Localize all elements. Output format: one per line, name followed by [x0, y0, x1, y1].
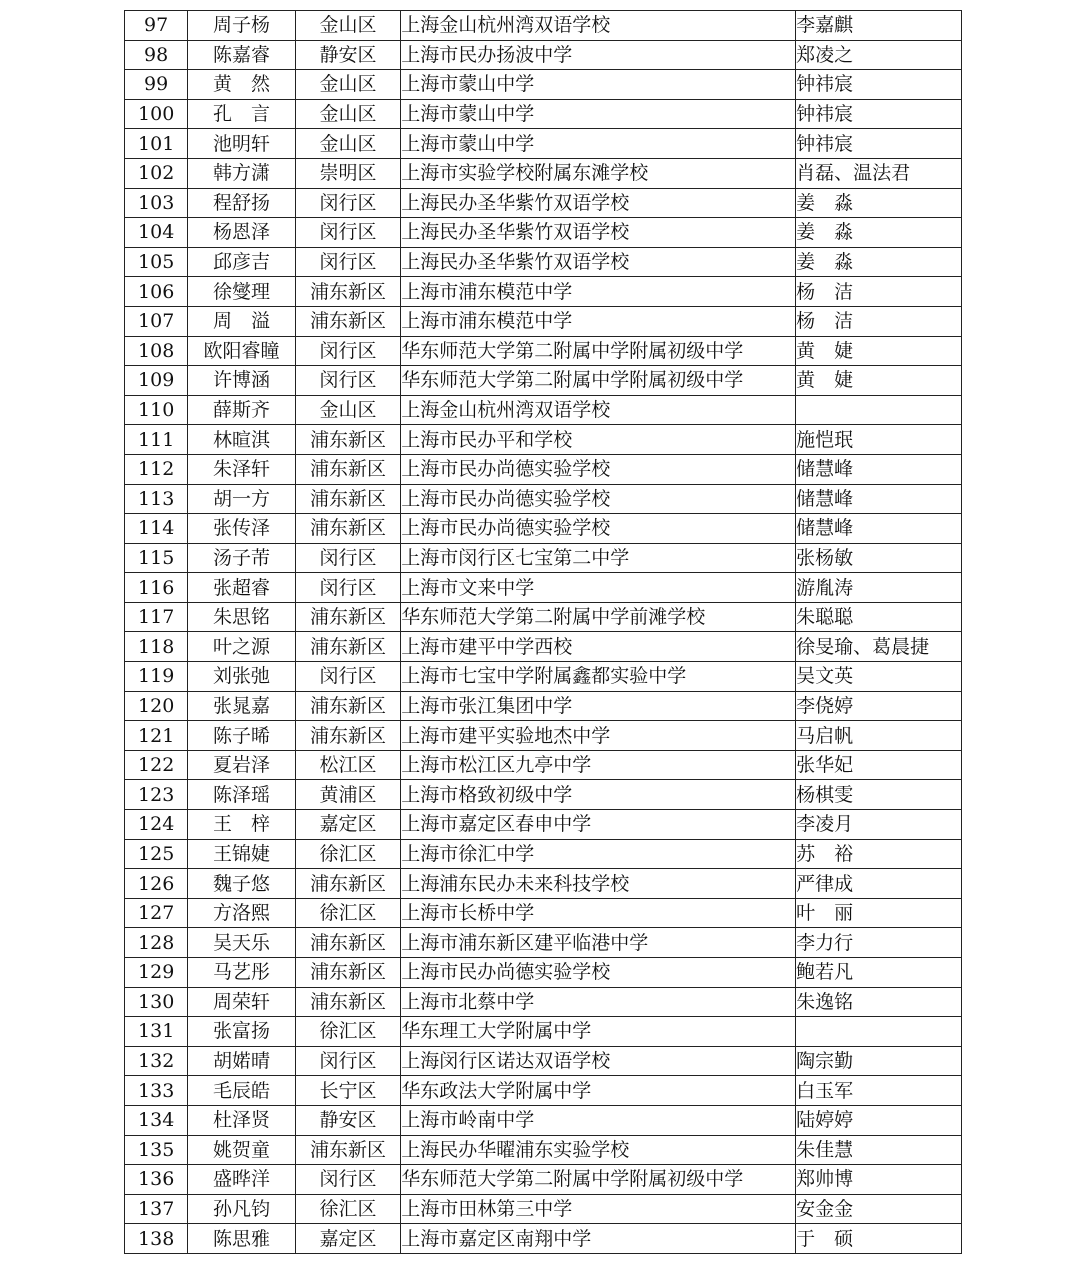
row-number: 103 [125, 188, 188, 218]
student-name: 朱泽轩 [188, 454, 296, 484]
student-name: 姚贺童 [188, 1135, 296, 1165]
table-row [125, 810, 962, 840]
teacher-name: 白玉军 [796, 1076, 962, 1106]
table-row [125, 425, 962, 455]
table-row [125, 218, 962, 248]
school-name: 上海市田林第三中学 [401, 1194, 796, 1224]
school-name: 上海浦东民办未来科技学校 [401, 869, 796, 899]
table-row [125, 40, 962, 70]
table-row [125, 70, 962, 100]
teacher-name: 李嘉麒 [796, 11, 962, 41]
student-name: 欧阳睿瞳 [188, 336, 296, 366]
teacher-name: 吴文英 [796, 662, 962, 692]
table-row [125, 395, 962, 425]
student-name: 程舒扬 [188, 188, 296, 218]
school-name: 华东师范大学第二附属中学附属初级中学 [401, 336, 796, 366]
student-name: 韩方潇 [188, 158, 296, 188]
teacher-name: 钟祎宸 [796, 99, 962, 129]
student-name: 张富扬 [188, 1017, 296, 1047]
row-number: 112 [125, 454, 188, 484]
district: 闵行区 [295, 336, 401, 366]
table-row [125, 691, 962, 721]
row-number: 133 [125, 1076, 188, 1106]
district: 闵行区 [295, 1165, 401, 1195]
teacher-name: 钟祎宸 [796, 129, 962, 159]
teacher-name: 储慧峰 [796, 514, 962, 544]
teacher-name: 钟祎宸 [796, 70, 962, 100]
student-name: 许博涵 [188, 366, 296, 396]
teacher-name: 姜 淼 [796, 188, 962, 218]
teacher-name: 安金金 [796, 1194, 962, 1224]
teacher-name: 游胤涛 [796, 573, 962, 603]
district: 徐汇区 [295, 839, 401, 869]
student-name: 陈思雅 [188, 1224, 296, 1254]
table-row [125, 869, 962, 899]
row-number: 137 [125, 1194, 188, 1224]
school-name: 上海市浦东模范中学 [401, 306, 796, 336]
school-name: 上海市闵行区七宝第二中学 [401, 543, 796, 573]
row-number: 104 [125, 218, 188, 248]
row-number: 107 [125, 306, 188, 336]
school-name: 上海市民办扬波中学 [401, 40, 796, 70]
row-number: 99 [125, 70, 188, 100]
student-name: 池明轩 [188, 129, 296, 159]
row-number: 125 [125, 839, 188, 869]
student-name: 陈泽瑶 [188, 780, 296, 810]
teacher-name: 朱聪聪 [796, 602, 962, 632]
school-name: 华东理工大学附属中学 [401, 1017, 796, 1047]
teacher-name: 郑帅博 [796, 1165, 962, 1195]
district: 嘉定区 [295, 1224, 401, 1254]
school-name: 上海市蒙山中学 [401, 70, 796, 100]
teacher-name: 郑凌之 [796, 40, 962, 70]
district: 浦东新区 [295, 632, 401, 662]
row-number: 118 [125, 632, 188, 662]
table-row [125, 188, 962, 218]
student-name: 黄 然 [188, 70, 296, 100]
row-number: 116 [125, 573, 188, 603]
student-name: 杨恩泽 [188, 218, 296, 248]
student-name: 汤子芾 [188, 543, 296, 573]
row-number: 129 [125, 958, 188, 988]
teacher-name: 于 硕 [796, 1224, 962, 1254]
school-name: 上海市嘉定区春申中学 [401, 810, 796, 840]
school-name: 上海市民办平和学校 [401, 425, 796, 455]
teacher-name: 储慧峰 [796, 484, 962, 514]
school-name: 上海民办圣华紫竹双语学校 [401, 218, 796, 248]
row-number: 132 [125, 1046, 188, 1076]
table-row [125, 306, 962, 336]
teacher-name: 陶宗勤 [796, 1046, 962, 1076]
school-name: 上海市长桥中学 [401, 898, 796, 928]
teacher-name: 李侥婷 [796, 691, 962, 721]
row-number: 128 [125, 928, 188, 958]
table-row [125, 247, 962, 277]
student-name: 孙凡钧 [188, 1194, 296, 1224]
table-row [125, 780, 962, 810]
student-name: 胡一方 [188, 484, 296, 514]
teacher-name: 严律成 [796, 869, 962, 899]
table-row [125, 484, 962, 514]
student-name: 夏岩泽 [188, 750, 296, 780]
district: 浦东新区 [295, 306, 401, 336]
table-row [125, 129, 962, 159]
table-row [125, 336, 962, 366]
teacher-name: 姜 淼 [796, 247, 962, 277]
table-row [125, 454, 962, 484]
teacher-name: 鲍若凡 [796, 958, 962, 988]
teacher-name: 肖磊、温法君 [796, 158, 962, 188]
district: 浦东新区 [295, 277, 401, 307]
table-row [125, 662, 962, 692]
school-name: 上海民办华曜浦东实验学校 [401, 1135, 796, 1165]
student-name: 孔 言 [188, 99, 296, 129]
table-row [125, 99, 962, 129]
row-number: 121 [125, 721, 188, 751]
teacher-name: 姜 淼 [796, 218, 962, 248]
district: 浦东新区 [295, 602, 401, 632]
table-row [125, 1194, 962, 1224]
district: 长宁区 [295, 1076, 401, 1106]
student-name: 吴天乐 [188, 928, 296, 958]
table-row [125, 1017, 962, 1047]
district: 浦东新区 [295, 454, 401, 484]
district: 闵行区 [295, 218, 401, 248]
school-name: 华东师范大学第二附属中学附属初级中学 [401, 366, 796, 396]
school-name: 上海市松江区九亭中学 [401, 750, 796, 780]
teacher-name: 黄 婕 [796, 366, 962, 396]
student-name: 毛辰皓 [188, 1076, 296, 1106]
teacher-name: 施恺珉 [796, 425, 962, 455]
district: 松江区 [295, 750, 401, 780]
district: 金山区 [295, 395, 401, 425]
row-number: 106 [125, 277, 188, 307]
row-number: 131 [125, 1017, 188, 1047]
district: 静安区 [295, 40, 401, 70]
teacher-name: 杨 洁 [796, 277, 962, 307]
district: 浦东新区 [295, 1135, 401, 1165]
school-name: 上海市徐汇中学 [401, 839, 796, 869]
district: 黄浦区 [295, 780, 401, 810]
school-name: 上海市岭南中学 [401, 1105, 796, 1135]
row-number: 115 [125, 543, 188, 573]
teacher-name [796, 395, 962, 425]
row-number: 117 [125, 602, 188, 632]
district: 金山区 [295, 70, 401, 100]
table-row [125, 1135, 962, 1165]
student-name: 王 梓 [188, 810, 296, 840]
school-name: 上海市文来中学 [401, 573, 796, 603]
district: 浦东新区 [295, 425, 401, 455]
student-name: 张晁嘉 [188, 691, 296, 721]
school-name: 华东师范大学第二附属中学前滩学校 [401, 602, 796, 632]
teacher-name: 朱逸铭 [796, 987, 962, 1017]
table-row [125, 543, 962, 573]
district: 浦东新区 [295, 691, 401, 721]
teacher-name: 杨 洁 [796, 306, 962, 336]
table-row [125, 958, 962, 988]
school-name: 上海民办圣华紫竹双语学校 [401, 247, 796, 277]
student-name: 叶之源 [188, 632, 296, 662]
school-name: 上海市浦东新区建平临港中学 [401, 928, 796, 958]
school-name: 上海市建平实验地杰中学 [401, 721, 796, 751]
table-row [125, 366, 962, 396]
school-name: 上海市蒙山中学 [401, 129, 796, 159]
student-name: 周子杨 [188, 11, 296, 41]
student-name: 魏子悠 [188, 869, 296, 899]
district: 闵行区 [295, 1046, 401, 1076]
table-row [125, 750, 962, 780]
school-name: 华东政法大学附属中学 [401, 1076, 796, 1106]
district: 徐汇区 [295, 898, 401, 928]
row-number: 136 [125, 1165, 188, 1195]
district: 金山区 [295, 99, 401, 129]
student-name: 陈子晞 [188, 721, 296, 751]
row-number: 120 [125, 691, 188, 721]
student-name: 刘张弛 [188, 662, 296, 692]
school-name: 上海市民办尚德实验学校 [401, 958, 796, 988]
table-row [125, 573, 962, 603]
school-name: 上海金山杭州湾双语学校 [401, 395, 796, 425]
school-name: 华东师范大学第二附属中学附属初级中学 [401, 1165, 796, 1195]
table-row [125, 277, 962, 307]
row-number: 97 [125, 11, 188, 41]
teacher-name [796, 1017, 962, 1047]
district: 闵行区 [295, 366, 401, 396]
row-number: 130 [125, 987, 188, 1017]
table-row [125, 1046, 962, 1076]
table-row [125, 928, 962, 958]
teacher-name: 叶 丽 [796, 898, 962, 928]
school-name: 上海市民办尚德实验学校 [401, 514, 796, 544]
row-number: 134 [125, 1105, 188, 1135]
district: 闵行区 [295, 573, 401, 603]
row-number: 101 [125, 129, 188, 159]
school-name: 上海市民办尚德实验学校 [401, 454, 796, 484]
student-name: 王锦婕 [188, 839, 296, 869]
school-name: 上海市七宝中学附属鑫都实验中学 [401, 662, 796, 692]
school-name: 上海市嘉定区南翔中学 [401, 1224, 796, 1254]
district: 浦东新区 [295, 958, 401, 988]
school-name: 上海市北蔡中学 [401, 987, 796, 1017]
teacher-name: 徐旻瑜、葛晨捷 [796, 632, 962, 662]
table-row [125, 839, 962, 869]
student-name: 徐燮理 [188, 277, 296, 307]
student-name: 周荣轩 [188, 987, 296, 1017]
table-row [125, 987, 962, 1017]
row-number: 102 [125, 158, 188, 188]
row-number: 126 [125, 869, 188, 899]
row-number: 108 [125, 336, 188, 366]
teacher-name: 黄 婕 [796, 336, 962, 366]
district: 闵行区 [295, 188, 401, 218]
student-name: 林暄淇 [188, 425, 296, 455]
student-name: 朱思铭 [188, 602, 296, 632]
student-name: 盛晔洋 [188, 1165, 296, 1195]
teacher-name: 杨棋雯 [796, 780, 962, 810]
district: 浦东新区 [295, 721, 401, 751]
row-number: 135 [125, 1135, 188, 1165]
school-name: 上海市民办尚德实验学校 [401, 484, 796, 514]
student-name: 杜泽贤 [188, 1105, 296, 1135]
district: 崇明区 [295, 158, 401, 188]
teacher-name: 陆婷婷 [796, 1105, 962, 1135]
student-name: 张超睿 [188, 573, 296, 603]
student-name: 马艺彤 [188, 958, 296, 988]
district: 浦东新区 [295, 484, 401, 514]
row-number: 124 [125, 810, 188, 840]
school-name: 上海金山杭州湾双语学校 [401, 11, 796, 41]
district: 徐汇区 [295, 1194, 401, 1224]
student-name: 方洛熙 [188, 898, 296, 928]
district: 金山区 [295, 129, 401, 159]
row-number: 119 [125, 662, 188, 692]
student-name: 薛斯齐 [188, 395, 296, 425]
table-row [125, 514, 962, 544]
row-number: 127 [125, 898, 188, 928]
district: 闵行区 [295, 247, 401, 277]
district: 金山区 [295, 11, 401, 41]
district: 浦东新区 [295, 987, 401, 1017]
table-row [125, 1076, 962, 1106]
row-number: 109 [125, 366, 188, 396]
district: 浦东新区 [295, 869, 401, 899]
roster-sheet [124, 10, 962, 1254]
teacher-name: 苏 裕 [796, 839, 962, 869]
table-row [125, 11, 962, 41]
district: 闵行区 [295, 543, 401, 573]
school-name: 上海民办圣华紫竹双语学校 [401, 188, 796, 218]
student-name: 邱彦吉 [188, 247, 296, 277]
school-name: 上海市建平中学西校 [401, 632, 796, 662]
row-number: 113 [125, 484, 188, 514]
teacher-name: 李力行 [796, 928, 962, 958]
table-row [125, 1105, 962, 1135]
district: 浦东新区 [295, 514, 401, 544]
row-number: 110 [125, 395, 188, 425]
district: 嘉定区 [295, 810, 401, 840]
table-row [125, 1224, 962, 1254]
table-row [125, 898, 962, 928]
school-name: 上海闵行区诺达双语学校 [401, 1046, 796, 1076]
teacher-name: 李凌月 [796, 810, 962, 840]
district: 闵行区 [295, 662, 401, 692]
row-number: 114 [125, 514, 188, 544]
table-row [125, 158, 962, 188]
teacher-name: 张华妃 [796, 750, 962, 780]
row-number: 138 [125, 1224, 188, 1254]
district: 徐汇区 [295, 1017, 401, 1047]
school-name: 上海市实验学校附属东滩学校 [401, 158, 796, 188]
school-name: 上海市张江集团中学 [401, 691, 796, 721]
school-name: 上海市蒙山中学 [401, 99, 796, 129]
roster-table [124, 10, 962, 1254]
row-number: 98 [125, 40, 188, 70]
table-row [125, 1165, 962, 1195]
student-name: 张传泽 [188, 514, 296, 544]
row-number: 123 [125, 780, 188, 810]
teacher-name: 储慧峰 [796, 454, 962, 484]
table-row [125, 632, 962, 662]
school-name: 上海市浦东模范中学 [401, 277, 796, 307]
school-name: 上海市格致初级中学 [401, 780, 796, 810]
teacher-name: 马启帆 [796, 721, 962, 751]
teacher-name: 张杨敏 [796, 543, 962, 573]
row-number: 111 [125, 425, 188, 455]
row-number: 100 [125, 99, 188, 129]
district: 浦东新区 [295, 928, 401, 958]
row-number: 105 [125, 247, 188, 277]
teacher-name: 朱佳慧 [796, 1135, 962, 1165]
row-number: 122 [125, 750, 188, 780]
student-name: 胡婼晴 [188, 1046, 296, 1076]
district: 静安区 [295, 1105, 401, 1135]
roster-table-body [125, 11, 962, 1254]
student-name: 陈嘉睿 [188, 40, 296, 70]
table-row [125, 602, 962, 632]
student-name: 周 溢 [188, 306, 296, 336]
table-row [125, 721, 962, 751]
